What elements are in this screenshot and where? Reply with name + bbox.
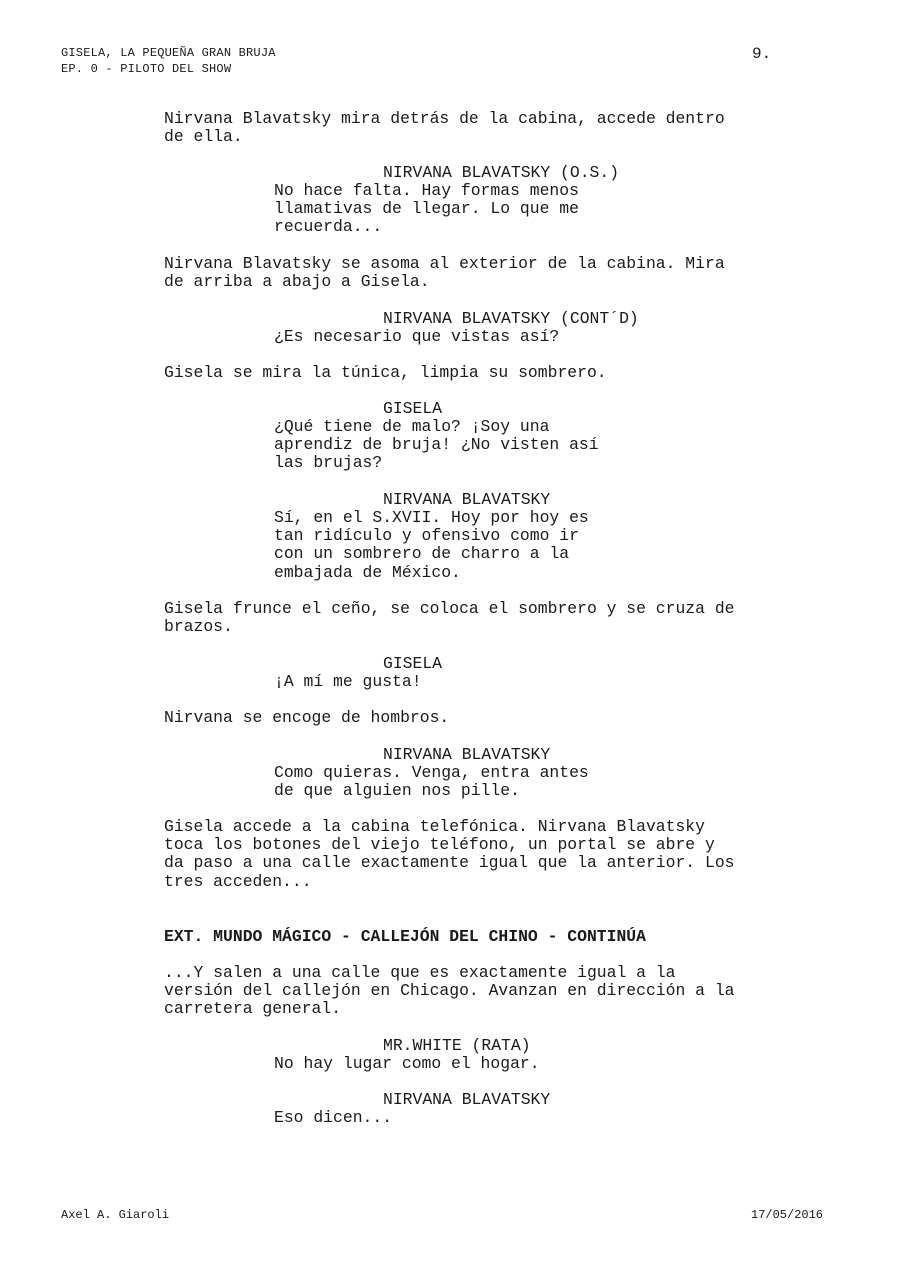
action-line: Nirvana Blavatsky mira detrás de la cabina, accede dentro de ella. <box>164 109 725 147</box>
header-title: GISELA, LA PEQUEÑA GRAN BRUJA <box>61 46 276 60</box>
character-cue: NIRVANA BLAVATSKY <box>383 1090 551 1109</box>
action-line: Nirvana Blavatsky se asoma al exterior de la cabina. Mira de arriba a abajo a Gisela. <box>164 254 725 292</box>
dialogue: Como quieras. Venga, entra antes de que alguien nos pille. <box>274 763 589 801</box>
action-line: Gisela accede a la cabina telefónica. Nirvana Blavatsky toca los botones del viejo teléfono, un portal se abre y da paso a una calle exactamente igual que la anterior. Los tres acceden... <box>164 817 735 891</box>
action-line: Gisela se mira la túnica, limpia su sombrero. <box>164 363 607 382</box>
character-cue: NIRVANA BLAVATSKY (CONT´D) <box>383 309 639 328</box>
footer-author: Axel A. Giaroli <box>61 1208 170 1222</box>
character-cue: GISELA <box>383 654 443 673</box>
character-cue: NIRVANA BLAVATSKY <box>383 745 551 764</box>
dialogue: ¿Qué tiene de malo? ¡Soy una aprendiz de bruja! ¿No visten así las brujas? <box>274 417 599 473</box>
dialogue: No hay lugar como el hogar. <box>274 1054 540 1073</box>
dialogue: Eso dicen... <box>274 1108 393 1127</box>
dialogue: ¿Es necesario que vistas así? <box>274 327 560 346</box>
character-cue: NIRVANA BLAVATSKY <box>383 490 551 509</box>
action-line: Nirvana se encoge de hombros. <box>164 708 450 727</box>
header-episode: EP. 0 - PILOTO DEL SHOW <box>61 62 232 76</box>
scene-heading: EXT. MUNDO MÁGICO - CALLEJÓN DEL CHINO - CONTINÚA <box>164 927 646 946</box>
footer-date: 17/05/2016 <box>751 1208 824 1222</box>
dialogue: ¡A mí me gusta! <box>274 672 422 691</box>
dialogue: Sí, en el S.XVII. Hoy por hoy es tan ridículo y ofensivo como ir con un sombrero de charro a la embajada de México. <box>274 508 589 582</box>
character-cue: NIRVANA BLAVATSKY (O.S.) <box>383 163 620 182</box>
running-header <box>61 45 276 77</box>
character-cue: MR.WHITE (RATA) <box>383 1036 531 1055</box>
action-line: ...Y salen a una calle que es exactamente igual a la versión del callejón en Chicago. Avanzan en dirección a la carretera general. <box>164 963 735 1019</box>
character-cue: GISELA <box>383 399 443 418</box>
dialogue: No hace falta. Hay formas menos llamativas de llegar. Lo que me recuerda... <box>274 181 579 237</box>
page-number: 9. <box>752 45 772 63</box>
action-line: Gisela frunce el ceño, se coloca el sombrero y se cruza de brazos. <box>164 599 735 637</box>
